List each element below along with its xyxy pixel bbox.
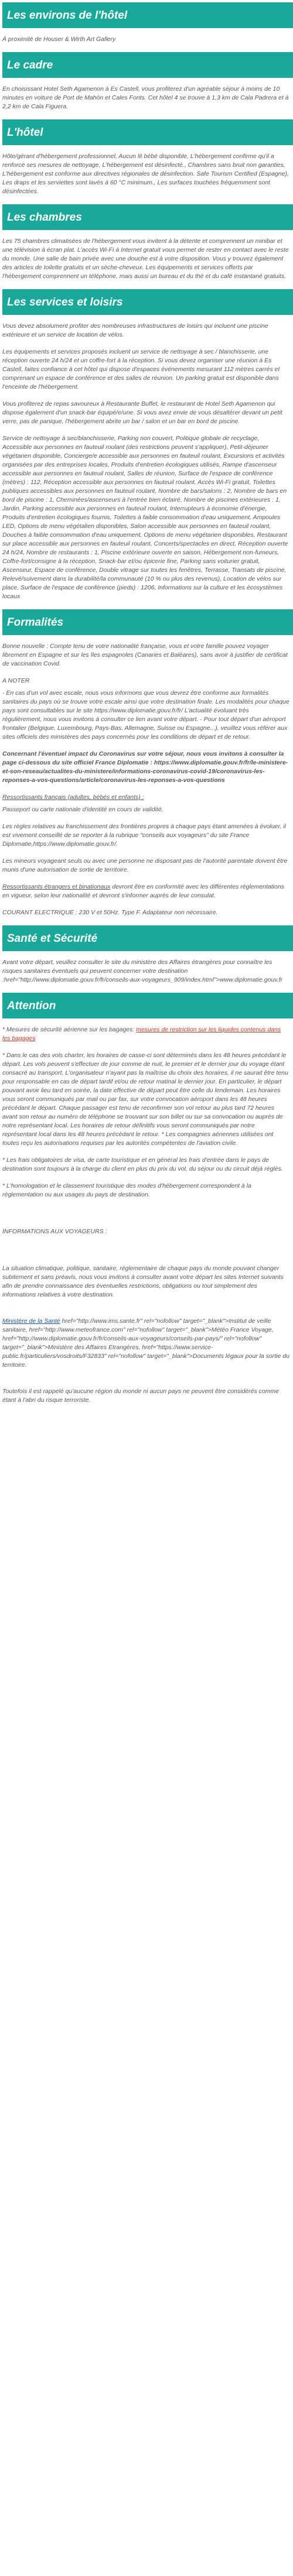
section-title-environs: Les environs de l'hôtel	[2, 2, 293, 28]
services-paragraph-2: Les équipements et services proposés incluent un service de nettoyage à sec / blanchisserie, une réception ouverte 24 h/24 et un coffre-fort à la réception. Si vous devez organiser une réunion à Es Castell, faites confiance à cet hôtel qui dispose d'espaces événements mesurant 112 mètres carrés et comprenant un espace de conférence et des salles de réunion. Un parking gratuit est disponible dans l'enceinte de l'hébergement.	[2, 348, 280, 390]
infos-paragraph-1: La situation climatique, politique, sanitaire, réglementaire de chaque pays du monde pouvant changer subitement et sans préavis, nous vous invitons à consulter avant votre départ les sites Internet suivants afin de prendre connaissance des éventuelles restrictions, obligations ou tout simplement des informations relatives à votre destination.	[2, 1265, 284, 1298]
formalites-french-nationals-text: Passeport ou carte nationale d'identité en cours de validité.	[2, 806, 163, 813]
section-formalites	[2, 609, 293, 917]
formalites-minors-text: Les mineurs voyageant seuls ou avec une personne ne disposant pas de l'autorité parentale doivent être munis d'une autorisation de sortie de territoire.	[2, 857, 288, 873]
infos-links-text: href="http://www.ims.sante.fr" rel="nofollow" target="_blank">Institut de veille sanitaire, href="http://www.meteofrance.com" rel="nofollow" target="_blank">Météo France Voyage, href="http://www.diplomatie.gouv.fr/fr/conseils-aux-voyageurs/conseils-par-pays/" rel="nofollow" target="_blank">Ministère des Affaires Etrangères, href="https://www.service-public.fr/particuliers/vosdroits/F32833" rel="nofollow" target="_blank">Documents légaux pour la sortie du territoire.	[2, 1318, 289, 1368]
section-title-cadre: Le cadre	[2, 52, 293, 78]
formalites-foreign-nationals-text: devront être en conformité avec les différentes réglementations en vigueur, selon leur nationalité et devront s'informer auprès de leur consulat.	[2, 883, 284, 899]
sante-text: Avant votre départ, veuillez consulter le site du ministère des Affaires étrangères pour connaître les risques sanitaires éventuels qui peuvent concerner votre destination :href="http://www.diplomatie.gouv.fr/fr/conseils-aux-voyageurs_909/index.html">www.diplomatie.gouv.fr	[2, 959, 283, 983]
section-title-sante: Santé et Sécurité	[2, 925, 293, 951]
infos-title: INFORMATIONS AUX VOYAGEURS :	[2, 1228, 107, 1235]
section-title-services: Les services et loisirs	[2, 289, 293, 315]
attention-visa-text: * Les frais obligatoires de visa, de carte touristique et en général les frais d'entrée dans le pays de destination sont toujours à la charge du client en plus du prix du vol, du séjour ou du circuit déjà réglés.	[2, 1157, 283, 1172]
section-attention	[2, 993, 293, 1199]
section-sante	[2, 925, 293, 985]
formalites-french-nationals-link[interactable]: Ressortissants français (adultes, bébés et enfants) :	[2, 794, 144, 801]
formalites-paragraph-1: Bonne nouvelle : Compte tenu de votre nationalité française, vous et votre famille pouvez voyager librement en Espagne et sur les îles espagnoles (Canaries et Baléares), sans avoir à justifier de certificat de vaccination Covid.	[2, 643, 288, 667]
chambres-text: Les 75 chambres climatisées de l'hébergement vous invitent à la détente et comprennent un minibar et une télévision à écran plat. L'accès Wi-Fi à Internet gratuit vous permet de rester en contact avec le reste du monde. Une salle de bain privée avec une douche est à votre disposition. Vous y trouvez également des articles de toilette gratuits et un sèche-cheveux. Les équipements et services offerts par l'hébergement comprennent un téléphone, mais aussi un bureau et du thé et du café instantané gratuits.	[2, 238, 289, 280]
environs-text: À proximité de Houser & Wirth Art Gallery	[2, 36, 116, 43]
section-chambres	[2, 204, 293, 281]
section-title-chambres: Les chambres	[2, 204, 293, 230]
formalites-borders-text: Les règles relatives au franchissement des frontières propres à chaque pays étant amenées à évoluer, il est vivement conseillé de se reporter à la rubrique "conseils aux voyageurs" du site France Diplomatie,https://www.diplomatie.gouv.fr/.	[2, 823, 286, 848]
attention-luggage-lead: * Mesures de sécurité aérienne sur les bagages:	[2, 1026, 137, 1033]
section-hotel	[2, 119, 293, 196]
attention-homologation-text: * L'homologation et le classement touristique des modes d'hébergement correspondent à la réglementation ou aux usages du pays de destination.	[2, 1182, 251, 1198]
infos-terror-text: Toutefois il est rappelé qu'aucune région du monde ni aucun pays ne peuvent être considérés comme étant à l'abri du risque terroriste.	[2, 1388, 280, 1404]
section-title-formalites: Formalités	[2, 609, 293, 635]
formalites-foreign-nationals-link[interactable]: Ressortissants étrangers et binationaux	[2, 883, 111, 890]
attention-charter-text: * Dans le cas des vols charter, les horaires de casse-ci sont déterminés dans les 48 heures précédant le départ. Les vols peuvent s'effectuer de jour comme de nuit, le premier et le dernier jour du voyage étant consacré au transport. L'organisateur n'ayant pas la maîtrise du choix des horaires, il ne saurait être tenu pour responsable en cas de départ tardif et/ou de retour matinal le dernier jour. En particulier, le départ pouvant avoir lieu tard en soirée, la date effective de départ peut être celle du lendemain. Les horaires vous seront communiqués par mail ou par fax, sur votre convocation aéroport dans les 48 heures précédant le départ. Chaque passager est tenu de reconfirmer son vol retour au plus tard 72 heures avant son retour au numéro de téléphone se trouvant sur son billet ou sur sa convocation ou auprès de notre représentant local. Les horaires de retour définitifs vous seront communiqués par notre représentant local dans les 48 heures précédant le retour. * Les compagnies aériennes utilisées ont toutes reçu les autorisations requises par les autorités compétentes de l'aviation civile.	[2, 1052, 288, 1147]
attention-luggage-link[interactable]: mesures de restriction sur les liquides contenus dans les bagages	[2, 1026, 281, 1042]
formalites-coronavirus-text: Concernant l'éventuel impact du Coronavirus sur votre séjour, nous vous invitons à consulter la page ci-dessous du site officiel France Diplomatie : https://www.diplomatie.gouv.fr/fr/le-ministere-et-son-reseau/actualites-du-ministere/informations-coronavirus-covid-19/coronavirus-les-reponses-a-vos-questions/article/coronavirus-les-reponses-a-vos-questions	[2, 750, 288, 784]
services-paragraph-4: Service de nettoyage à sec/blanchisserie, Parking non couvert, Politique globale de recyclage, Accessible aux personnes en fauteuil roulant (des restrictions peuvent s'appliquer), Petit-déjeuner végétarien disponible, Concierge/e accessible aux personnes en fauteuil roulant, Excursions et activités organisées par des entreprises locales, Produits d'entretien écologiques utilisés, Rampe d'ascenseur accessible aux personnes en fauteuil roulant, Salles de réunion, Surface de l'espace de conférence (mètres) : 112, Réception accessible aux personnes en fauteuil roulant, Accès Wi-Fi gratuit, Toilettes publiques accessibles aux personnes en fauteuil roulant, Nombre de bars/salons : 2, Nombre de bars en bord de piscine : 1, Cheminées/ascenseurs à l'entrée bien éclairé, Nombre de piscines extérieures : 1, Jardin, Parking accessible aux personnes en fauteuil roulant, Interrupteurs à économie d'énergie, Produits d'entretien écologiques fournis, Toilettes à faible consommation d'eau uniquement, Ampoules LED, Options de menu végétalien disponibles, Salon accessible aux personnes en fauteuil roulant, Douches à faible consommation d'eau uniquement, Options de menu végétarien disponibles, Restaurant sur place accessible aux personnes en fauteuil roulant, Concerts/spectacles en direct, Réception ouverte 24 h/24, Nombre de restaurants : 1, Piscine extérieure ouverte en saison, Hébergement non-fumeurs, Coffre-fort/consigne à la réception, Snack-bar et/ou épicerie fine, Parking sans voiturier gratuit, Ascenseur, Espace de conférence, Double vitrage sur toutes les fenêtres, Terrasse, Transats de piscine, Relevé/suivement dans la durabilité/la communauté (10 % ou plus des revenus), Location de vélos sur place, Surface de l'espace de conférence (pieds) : 1206, Informations sur la culture et les écosystèmes locaux	[2, 435, 288, 600]
services-paragraph-1: Vous devez absolument profiter des nombreuses infrastructures de loisirs qui incluent une piscine extérieure et un service de location de vélos.	[2, 323, 268, 338]
formalites-electric-text: COURANT ELECTRIQUE : 230 V et 50Hz. Type F. Adaptateur non nécessaire.	[2, 909, 218, 916]
services-paragraph-3: Vous profiterez de repas savoureux à Restaurante Buffet, le restaurant de Hotel Seth Agamenon qui dispose également d'un snack-bar équipé/e/une. Si vous avez envie de vous désaltérer devant un petit verre, pas de panique, l'hébergement abrite un bar / salon et un bar en bord de piscine.	[2, 400, 282, 425]
section-cadre	[2, 52, 293, 111]
infos-health-ministry-link[interactable]: Ministère de la Santé	[2, 1318, 60, 1325]
section-title-hotel: L'hôtel	[2, 119, 293, 145]
formalites-note-text: - En cas d'un vol avec escale, nous vous informons que vous devrez être conforme aux formalités sanitaires du pays où se trouve votre escale ainsi que votre destination finale. Les modalités pour chaque pays sont consultables sur le site https://www.diplomatie.gouv.fr/fr/ L'actualité évoluant très régulièrement, nous vous invitons à consulter ce lien avant votre départ. - Pour tout départ d'un aéroport frontalier (Belgique, Luxembourg, Pays-Bas, Allemagne, Suisse ou Espagne...), veuillez vous référer aux sites officiels des ministères des pays concernés pour les conditions de départ et de retour.	[2, 690, 289, 740]
formalites-note-heading: A NOTER	[2, 677, 30, 684]
section-title-attention: Attention	[2, 993, 293, 1018]
section-services	[2, 289, 293, 601]
section-environs	[2, 2, 293, 44]
hotel-text: Hôte/gérant d'hébergement professionnel, Aucun lit bébé disponible, L'hébergement confirme qu'il a renforcé ses mesures de nettoyage, L'hébergement est désinfecté., Chambres sans bruit non garanties, L'hébergement est conforme aux directives régionales de désinfection. Safe Tourism Certified (Espagne), Les draps et les serviettes sont lavés à 60 °C minimum., Les surfaces touchées fréquemment sont désinfectées.	[2, 153, 289, 195]
cadre-text: En choisissant Hotel Seth Agamenon à Es Castell, vous profiterez d'un agréable séjour à moins de 10 minutes en voiture de Port de Mahón et Cales Fonts. Cet hôtel 4 se trouve à 1,3 km de Cala Padrera et à 2,2 km de Cala Figuera.	[2, 85, 289, 110]
section-infos	[2, 1227, 293, 1405]
